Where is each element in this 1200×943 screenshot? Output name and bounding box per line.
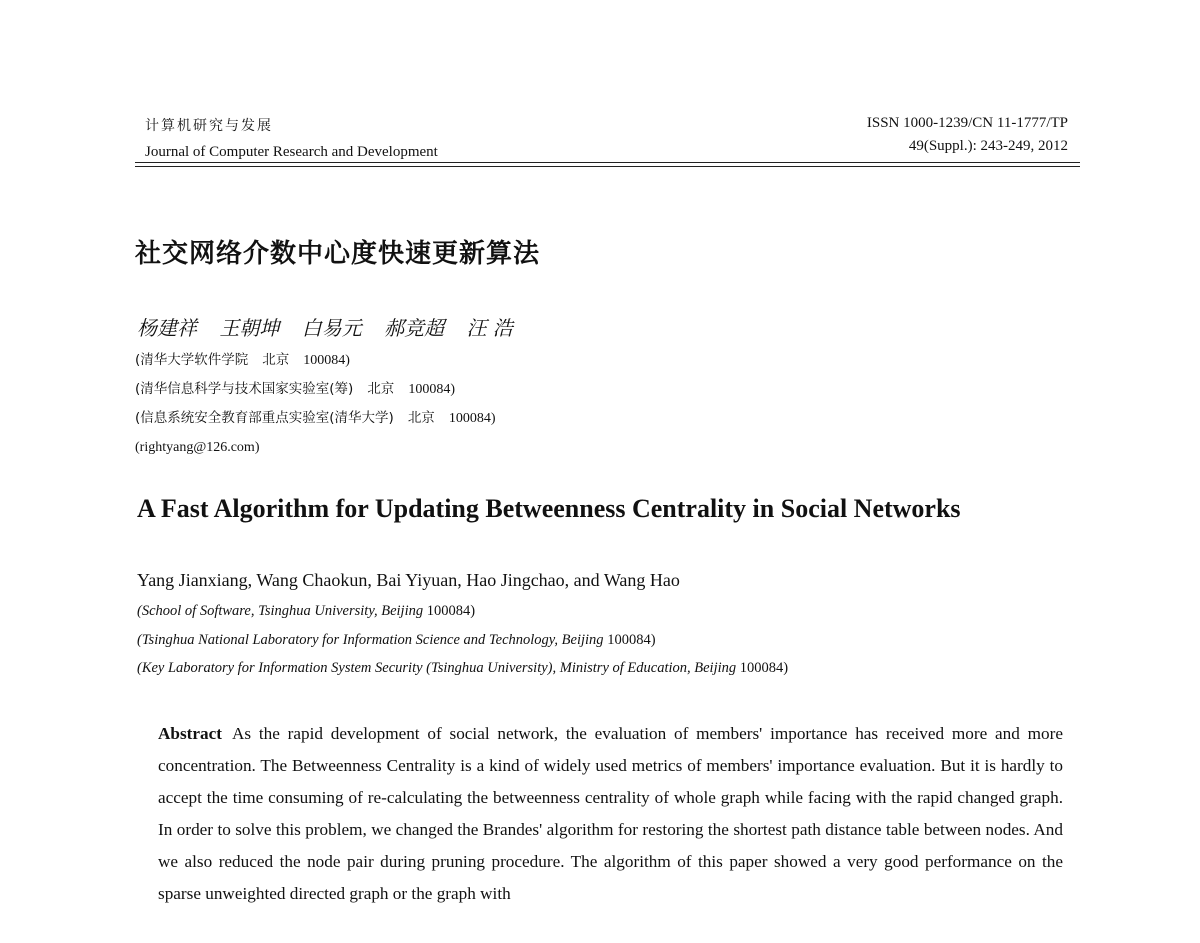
author-email: (rightyang@126.com) [135,440,260,455]
header-rule-top [135,162,1080,163]
author-cn: 郝竞超 [384,316,445,340]
authors-en: Yang Jianxiang, Wang Chaokun, Bai Yiyuan, Hao Jingchao, and Wang Hao [137,570,680,590]
journal-name-en: Journal of Computer Research and Development [145,144,438,160]
header-rule-bottom [135,166,1080,167]
abstract-label: Abstract [158,724,222,743]
author-cn: 白易元 [301,316,362,340]
abstract [158,718,1063,910]
title-cn: 社交网络介数中心度快速更新算法 [135,239,541,269]
issn: ISSN 1000-1239/CN 11-1777/TP [866,115,1068,131]
journal-header [145,116,438,162]
affiliation-en: (Key Laboratory for Information System Security (Tsinghua University), Ministry of Education, Beijing 100084) [137,660,789,676]
abstract-text: As the rapid development of social network, the evaluation of members' importance has received more and more concentration. The Betweenness Centrality is a kind of widely used metrics of members' importance evaluation. But it is hardly to accept the time consuming of re-calculating the betweenness centrality of whole graph while facing with the rapid changed graph. In order to solve this problem, we changed the Brandes' algorithm for restoring the shortest path distance table between nodes. And we also reduced the node pair during pruning procedure. The algorithm of this paper showed a very good performance on the sparse unweighted directed graph or the graph with [158,724,1063,903]
affiliation-cn: (清华大学软件学院 北京 100084) [135,352,350,368]
affiliation-cn: (信息系统安全教育部重点实验室(清华大学) 北京 100084) [135,410,496,426]
issue-pages: 49(Suppl.): 243-249, 2012 [908,138,1068,154]
affiliation-en: (Tsinghua National Laboratory for Information Science and Technology, Beijing 100084) [137,632,656,648]
author-cn: 杨建祥 [137,316,197,340]
author-cn: 王朝坤 [219,316,280,340]
affiliation-en: (School of Software, Tsinghua University, Beijing 100084) [137,603,476,619]
author-cn: 汪 浩 [466,316,513,340]
affiliation-cn: (清华信息科学与技术国家实验室(筹) 北京 100084) [135,381,455,397]
journal-name-cn: 计算机研究与发展 [145,118,273,134]
authors-cn [137,312,529,341]
title-en: A Fast Algorithm for Updating Betweenness Centrality in Social Networks [137,494,961,523]
journal-issue-info [867,112,1068,158]
